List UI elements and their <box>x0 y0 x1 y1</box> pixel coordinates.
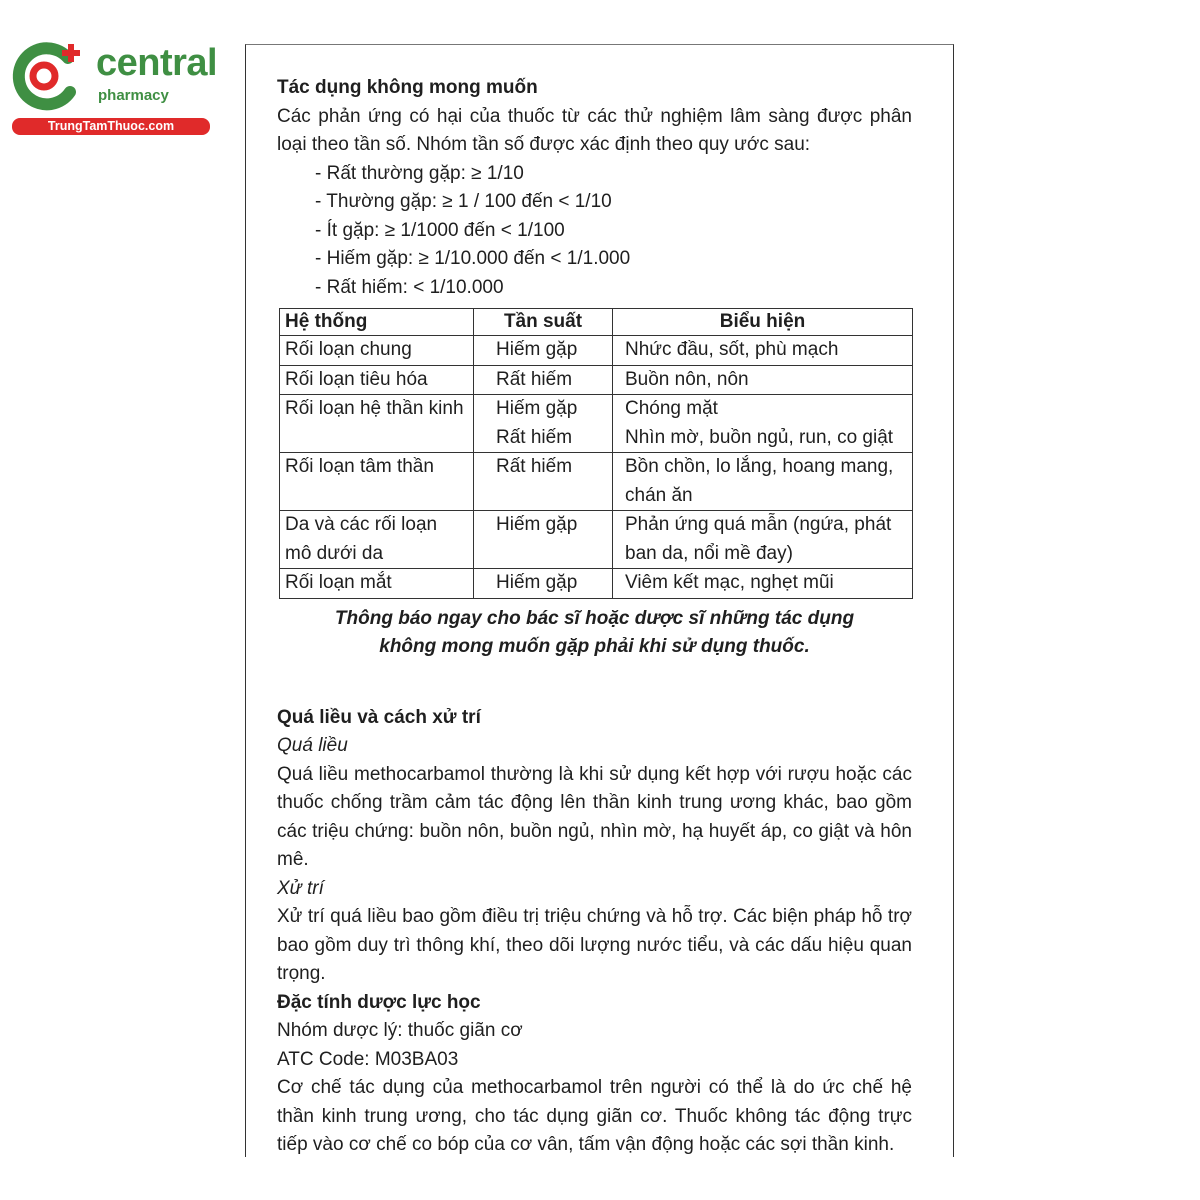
frequency-item: - Rất hiếm: < 1/10.000 <box>315 274 912 303</box>
cell-frequency: Rất hiếm <box>474 365 613 395</box>
adr-intro: Các phản ứng có hại của thuốc từ các thử nghiệm lâm sàng được phân loại theo tần số. Nhóm tần số được xác định theo quy ước sau: <box>277 105 912 155</box>
cell-frequency: Hiếm gặp <box>474 336 613 366</box>
frequency-item: - Ít gặp: ≥ 1/1000 đến < 1/100 <box>315 217 912 246</box>
adverse-effects-table <box>279 308 913 599</box>
overdose-paragraph: Quá liều methocarbamol thường là khi sử dụng kết hợp với rượu hoặc các thuốc chống trầm cảm tác động lên thần kinh trung ương khác, bao gồm các triệu chứng: buồn nôn, buồn ngủ, nhìn mờ, hạ huyết áp, co giật và hôn mê. <box>277 763 912 870</box>
pharmacologic-group: Nhóm dược lý: thuốc giãn cơ <box>277 1020 523 1041</box>
cell-effects: Bồn chồn, lo lắng, hoang mang, chán ăn <box>613 453 913 511</box>
pharmacodynamics-heading: Đặc tính dược lực học <box>277 991 481 1013</box>
cell-system: Rối loạn mắt <box>280 569 474 599</box>
notice-line: không mong muốn gặp phải khi sử dụng thuốc. <box>379 636 810 657</box>
cell-system: Rối loạn chung <box>280 336 474 366</box>
effects-line: Nhìn mờ, buồn ngủ, run, co giật <box>625 426 894 448</box>
report-notice <box>277 605 912 662</box>
table-row <box>280 511 913 569</box>
leaflet-content <box>277 74 912 1160</box>
treatment-subheading: Xử trí <box>277 877 324 899</box>
table-row <box>280 336 913 366</box>
frequency-item: - Thường gặp: ≥ 1 / 100 đến < 1/10 <box>315 188 912 217</box>
atc-code: ATC Code: M03BA03 <box>277 1048 459 1070</box>
treatment-paragraph: Xử trí quá liều bao gồm điều trị triệu chứng và hỗ trợ. Các biện pháp hỗ trợ bao gồm duy trì thông khí, theo dõi lượng nước tiểu, và các dấu hiệu quan trọng. <box>277 906 912 984</box>
header-system: Hệ thống <box>280 309 474 336</box>
frequency-line: Hiếm gặp <box>496 398 578 419</box>
cell-effects: Nhức đầu, sốt, phù mạch <box>613 336 913 366</box>
table-row <box>280 453 913 511</box>
cell-frequency <box>474 395 613 453</box>
header-frequency: Tần suất <box>474 309 613 336</box>
cell-effects: Buồn nôn, nôn <box>613 365 913 395</box>
frequency-list <box>277 160 912 303</box>
mechanism-paragraph: Cơ chế tác dụng của methocarbamol trên người có thể là do ức chế hệ thần kinh trung ương, cho tác dụng giãn cơ. Thuốc không tác động trực tiếp vào cơ chế co bóp của cơ vân, tấm vận động hoặc các sợi thần kinh. <box>277 1077 912 1155</box>
pharmacy-logo-icon <box>10 36 90 116</box>
adr-heading: Tác dụng không mong muốn <box>277 77 538 98</box>
cell-system: Rối loạn tiêu hóa <box>280 365 474 395</box>
logo-url-banner[interactable]: TrungTamThuoc.com <box>12 118 210 135</box>
table-row <box>280 365 913 395</box>
table-row <box>280 569 913 599</box>
brand-logo[interactable] <box>10 36 218 136</box>
effects-line: Chóng mặt <box>625 398 718 419</box>
table-header-row <box>280 309 913 336</box>
table-row <box>280 395 913 453</box>
cell-frequency: Hiếm gặp <box>474 511 613 569</box>
overdose-heading: Quá liều và cách xử trí <box>277 706 481 728</box>
overdose-subheading: Quá liều <box>277 735 348 756</box>
header-effects: Biểu hiện <box>613 309 913 336</box>
cell-frequency: Hiếm gặp <box>474 569 613 599</box>
cell-effects: Phản ứng quá mẫn (ngứa, phát ban da, nổi mề đay) <box>613 511 913 569</box>
logo-subtitle: pharmacy <box>98 87 169 104</box>
cell-system: Da và các rối loạn mô dưới da <box>280 511 474 569</box>
frequency-item: - Hiếm gặp: ≥ 1/10.000 đến < 1/1.000 <box>315 245 912 274</box>
logo-name: central <box>96 42 218 84</box>
frequency-item: - Rất thường gặp: ≥ 1/10 <box>315 160 912 189</box>
frequency-line: Rất hiếm <box>496 426 573 448</box>
notice-line: Thông báo ngay cho bác sĩ hoặc dược sĩ những tác dụng <box>334 607 855 629</box>
cell-system: Rối loạn hệ thần kinh <box>280 395 474 453</box>
spacer <box>277 662 912 704</box>
cell-effects <box>613 395 913 453</box>
cell-system: Rối loạn tâm thần <box>280 453 474 511</box>
cell-effects: Viêm kết mạc, nghẹt mũi <box>613 569 913 599</box>
cell-frequency: Rất hiếm <box>474 453 613 511</box>
